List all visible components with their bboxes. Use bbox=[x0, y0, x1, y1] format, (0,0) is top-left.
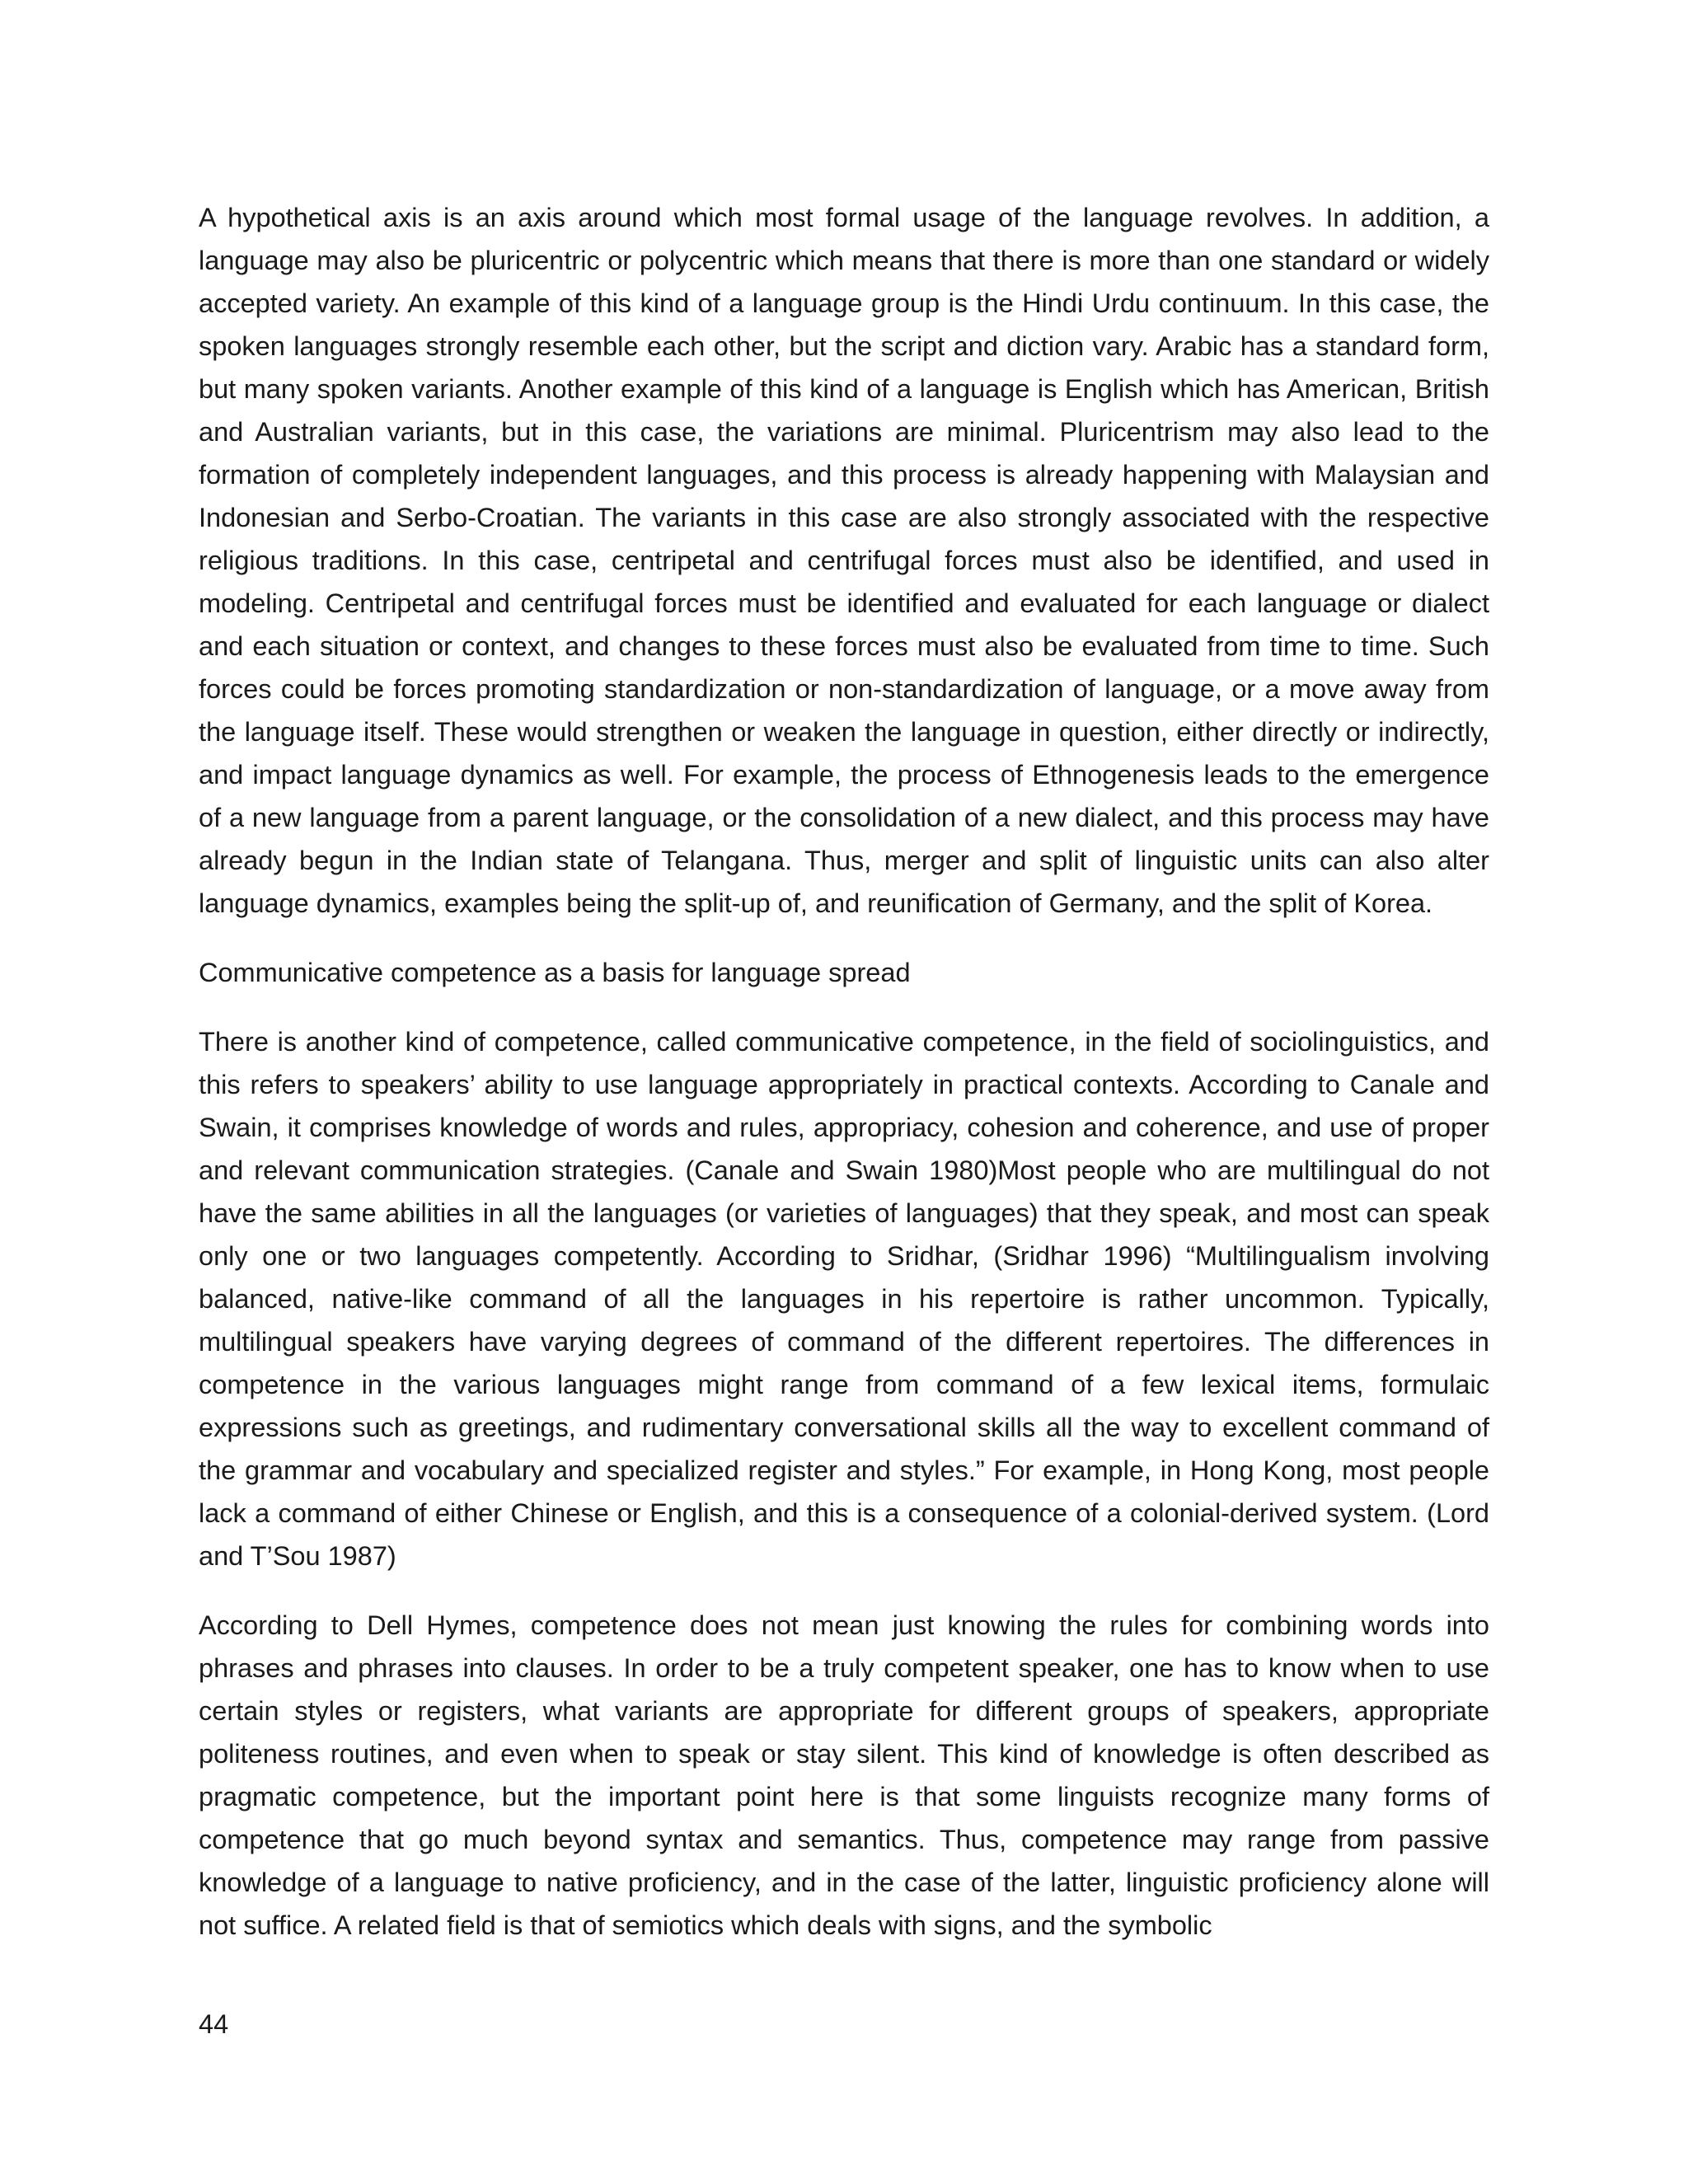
paragraph-communicative-competence: There is another kind of competence, called communicative competence, in the field of sociolinguistics, and this refers to speakers’ ability to use language appropriately in practical contexts. According to Canale and Swain, it comprises knowledge of words and rules, appropriacy, cohesion and coherence, and use of proper and relevant communication strategies. (Canale and Swain 1980)Most people who are multilingual do not have the same abilities in all the languages (or varieties of languages) that they speak, and most can speak only one or two languages competently. According to Sridhar, (Sridhar 1996) “Multilingualism involving balanced, native-like command of all the languages in his repertoire is rather uncommon. Typically, multilingual speakers have varying degrees of command of the different repertoires. The differences in competence in the various languages might range from command of a few lexical items, formulaic expressions such as greetings, and rudimentary conversational skills all the way to excellent command of the grammar and vocabulary and specialized register and styles.” For example, in Hong Kong, most people lack a command of either Chinese or English, and this is a consequence of a colonial-derived system. (Lord and T’Sou 1987) bbox=[199, 1027, 1489, 1571]
page-content bbox=[199, 196, 1489, 1973]
page-number: 44 bbox=[199, 2009, 229, 2039]
paragraph-pluricentrism: A hypothetical axis is an axis around which most formal usage of the language revolves. In addition, a language may also be pluricentric or polycentric which means that there is more than one standard or widely accepted variety. An example of this kind of a language group is the Hindi Urdu continuum. In this case, the spoken languages strongly resemble each other, but the script and diction vary. Arabic has a standard form, but many spoken variants. Another example of this kind of a language is English which has American, British and Australian variants, but in this case, the variations are minimal. Pluricentrism may also lead to the formation of completely independent languages, and this process is already happening with Malaysian and Indonesian and Serbo-Croatian. The variants in this case are also strongly associated with the respective religious traditions. In this case, centripetal and centrifugal forces must also be identified, and used in modeling. Centripetal and centrifugal forces must be identified and evaluated for each language or dialect and each situation or context, and changes to these forces must also be evaluated from time to time. Such forces could be forces promoting standardization or non-standardization of language, or a move away from the language itself. These would strengthen or weaken the language in question, either directly or indirectly, and impact language dynamics as well. For example, the process of Ethnogenesis leads to the emergence of a new language from a parent language, or the consolidation of a new dialect, and this process may have already begun in the Indian state of Telangana. Thus, merger and split of linguistic units can also alter language dynamics, examples being the split-up of, and reunification of Germany, and the split of Korea. bbox=[199, 203, 1489, 918]
section-heading: Communicative competence as a basis for language spread bbox=[199, 958, 911, 987]
paragraph-dell-hymes: According to Dell Hymes, competence does not mean just knowing the rules for combining words into phrases and phrases into clauses. In order to be a truly competent speaker, one has to know when to use certain styles or registers, what variants are appropriate for different groups of speakers, appropriate politeness routines, and even when to speak or stay silent. This kind of knowledge is often described as pragmatic competence, but the important point here is that some linguists recognize many forms of competence that go much beyond syntax and semantics. Thus, competence may range from passive knowledge of a language to native proficiency, and in the case of the latter, linguistic proficiency alone will not suffice. A related field is that of semiotics which deals with signs, and the symbolic bbox=[199, 1610, 1489, 1940]
